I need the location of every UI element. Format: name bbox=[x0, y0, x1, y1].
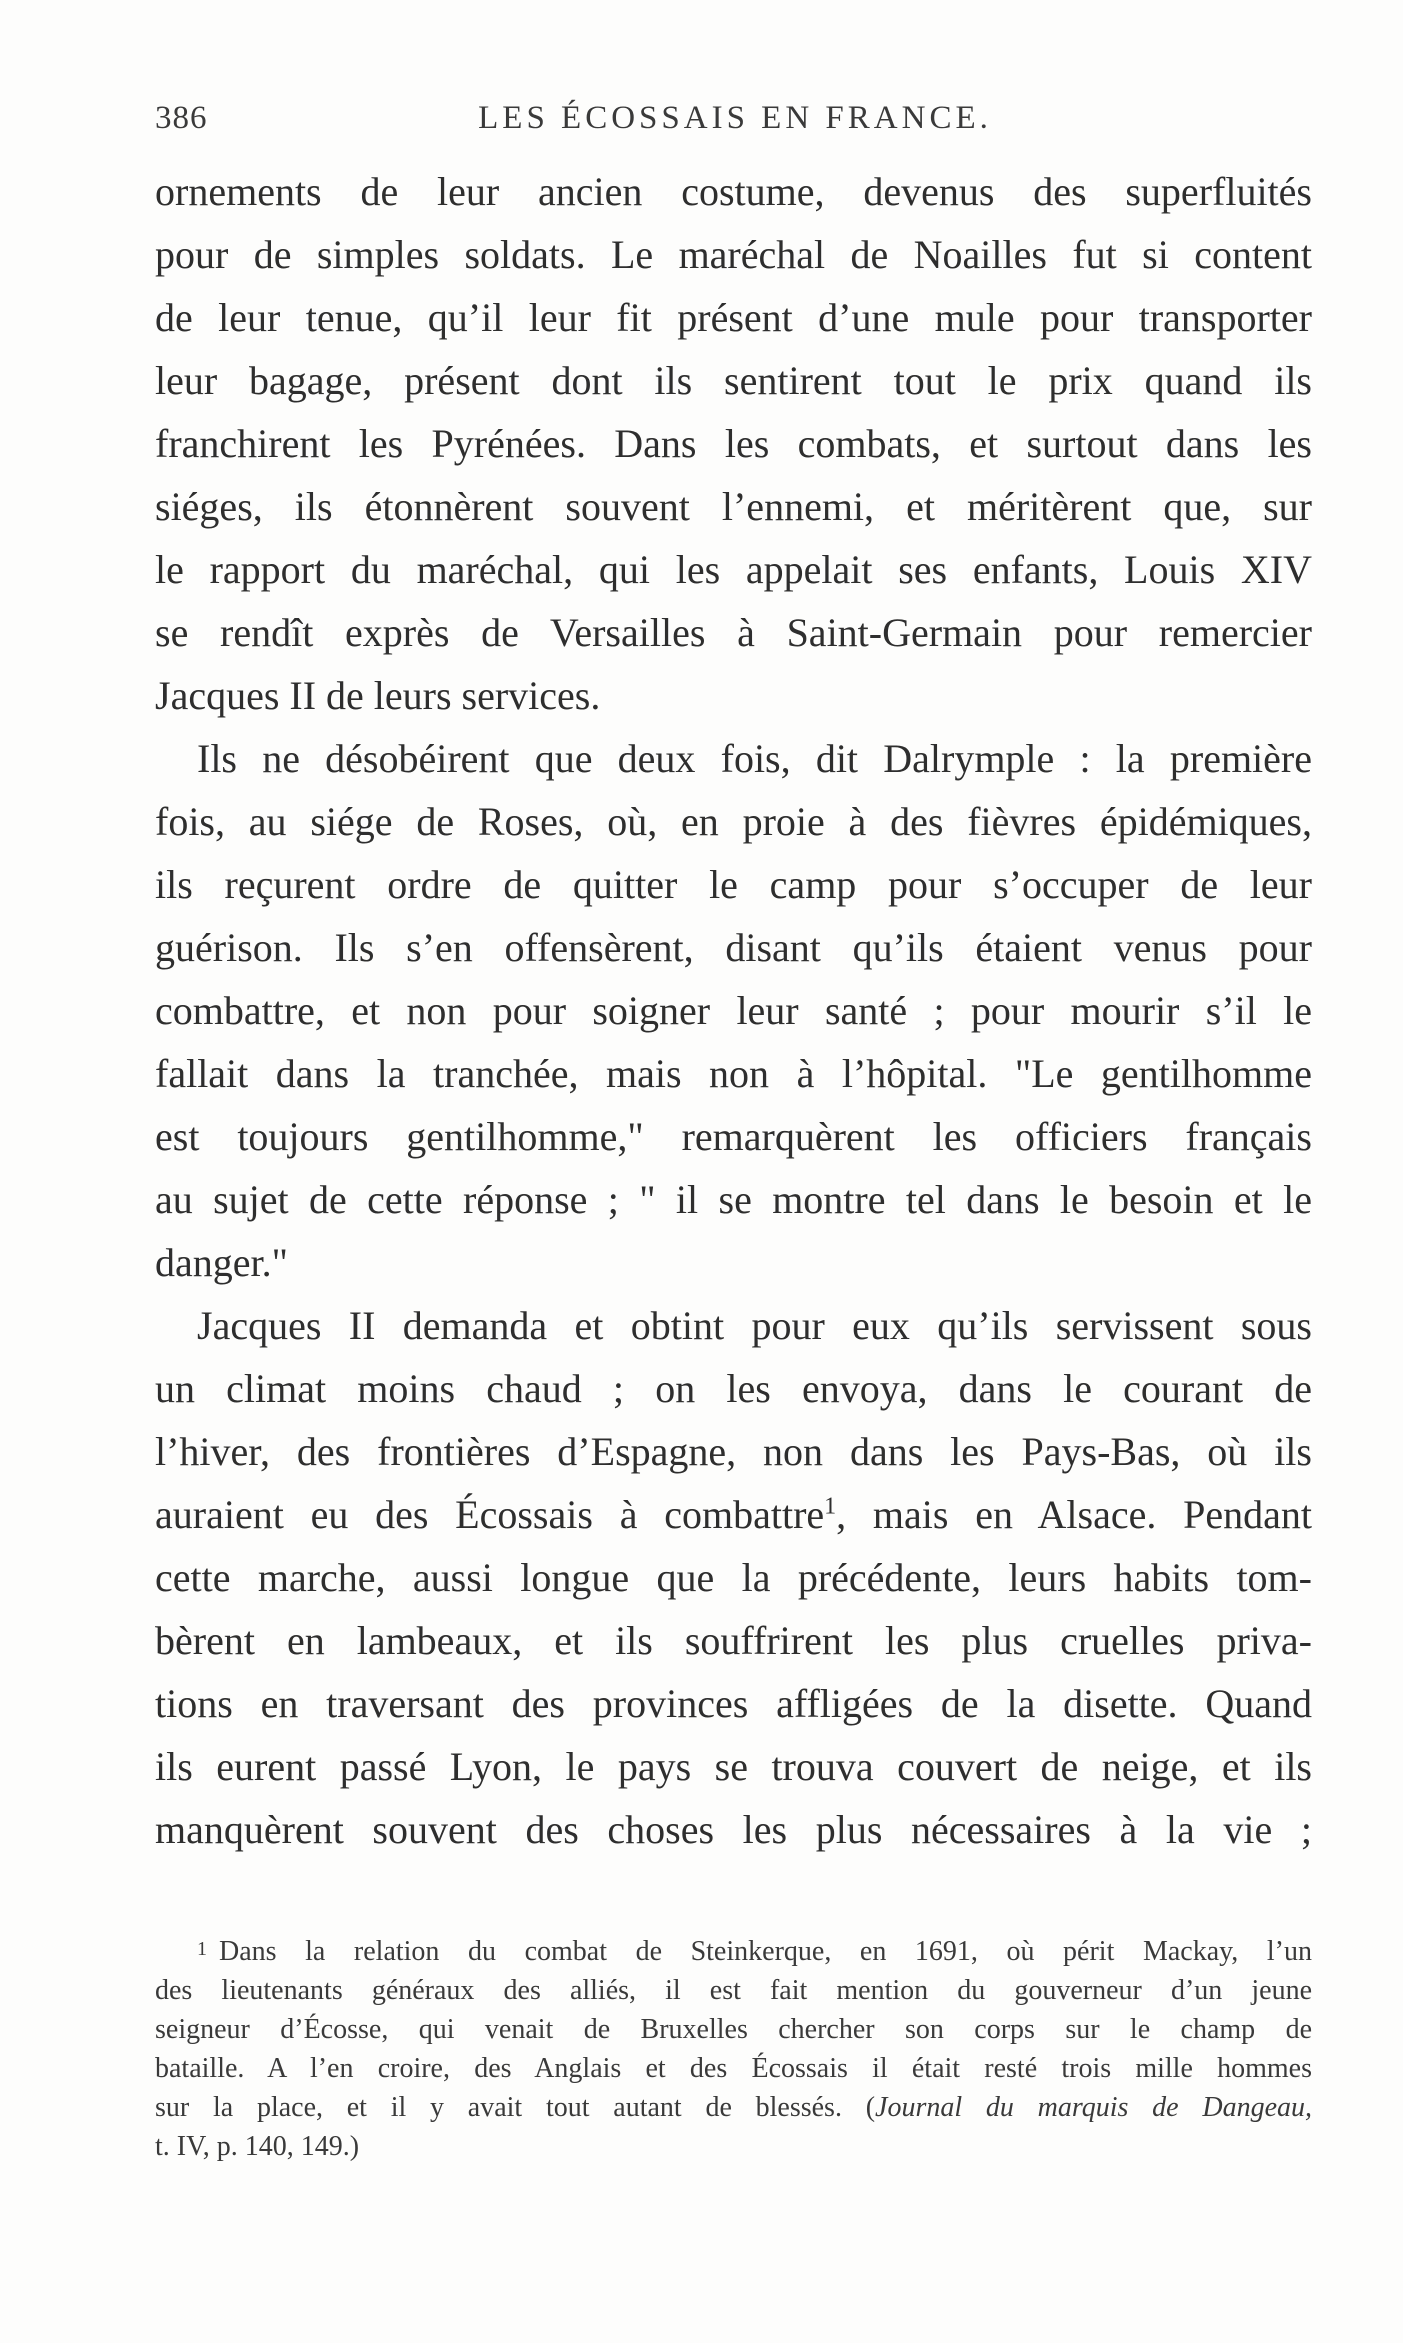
text-line: ils reçurent ordre de quitter le camp pour s’occuper de leur bbox=[155, 862, 1312, 907]
text-line: est toujours gentilhomme," remarquèrent les officiers français bbox=[155, 1114, 1312, 1159]
text-line: danger." bbox=[155, 1240, 288, 1285]
footnote-line: des lieutenants généraux des alliés, il est fait mention du gouverneur d’un jeune bbox=[155, 1975, 1312, 2006]
text-segment: auraient eu des Écossais à combattre bbox=[155, 1492, 825, 1537]
footnote-marker: 1 bbox=[197, 1938, 207, 1960]
text-line: pour de simples soldats. Le maréchal de Noailles fut si content bbox=[155, 232, 1312, 277]
text-line: un climat moins chaud ; on les envoya, dans le courant de bbox=[155, 1366, 1312, 1411]
text-line: fois, au siége de Roses, où, en proie à des fièvres épidémiques, bbox=[155, 799, 1312, 844]
footnote-text: Dans la relation du combat de Steinkerque, en 1691, où périt Mackay, l’un bbox=[219, 1936, 1312, 1967]
footnote-text: sur la place, et il y avait tout autant de blessés. ( bbox=[155, 2092, 876, 2123]
text-line: l’hiver, des frontières d’Espagne, non dans les Pays-Bas, où ils bbox=[155, 1429, 1312, 1474]
text-line: Ils ne désobéirent que deux fois, dit Dalrymple : la première bbox=[197, 736, 1312, 781]
text-line-with-footnote-ref bbox=[155, 1483, 1312, 1546]
main-text bbox=[155, 160, 1312, 1861]
running-header bbox=[155, 100, 1315, 150]
text-line: guérison. Ils s’en offensèrent, disant qu’ils étaient venus pour bbox=[155, 925, 1312, 970]
text-line: leur bagage, présent dont ils sentirent tout le prix quand ils bbox=[155, 358, 1312, 403]
text-line: tions en traversant des provinces affligées de la disette. Quand bbox=[155, 1681, 1312, 1726]
text-line: cette marche, aussi longue que la précédente, leurs habits tom- bbox=[155, 1555, 1312, 1600]
text-line: fallait dans la tranchée, mais non à l’hôpital. "Le gentilhomme bbox=[155, 1051, 1312, 1096]
text-line: siéges, ils étonnèrent souvent l’ennemi, et méritèrent que, sur bbox=[155, 484, 1312, 529]
footnote-line: seigneur d’Écosse, qui venait de Bruxelles chercher son corps sur le champ de bbox=[155, 2014, 1312, 2045]
footnote-line bbox=[155, 1932, 1312, 1971]
footnote-block bbox=[155, 1932, 1312, 2166]
running-title: LES ÉCOSSAIS EN FRANCE. bbox=[478, 100, 992, 136]
footnote-line: t. IV, p. 140, 149.) bbox=[155, 2131, 360, 2162]
text-line: bèrent en lambeaux, et ils souffrirent les plus cruelles priva- bbox=[155, 1618, 1312, 1663]
footnote-line: bataille. A l’en croire, des Anglais et des Écossais il était resté trois mille hommes bbox=[155, 2053, 1312, 2084]
text-line: au sujet de cette réponse ; " il se montre tel dans le besoin et le bbox=[155, 1177, 1312, 1222]
footnote-reference[interactable]: 1 bbox=[824, 1493, 837, 1520]
text-line: ils eurent passé Lyon, le pays se trouva couvert de neige, et ils bbox=[155, 1744, 1312, 1789]
text-line: Jacques II de leurs services. bbox=[155, 673, 601, 718]
text-line: combattre, et non pour soigner leur santé ; pour mourir s’il le bbox=[155, 988, 1312, 1033]
text-line: manquèrent souvent des choses les plus nécessaires à la vie ; bbox=[155, 1807, 1312, 1852]
text-line: de leur tenue, qu’il leur fit présent d’une mule pour transporter bbox=[155, 295, 1312, 340]
text-line: le rapport du maréchal, qui les appelait ses enfants, Louis XIV bbox=[155, 547, 1312, 592]
text-line: Jacques II demanda et obtint pour eux qu’ils servissent sous bbox=[197, 1303, 1312, 1348]
text-line: franchirent les Pyrénées. Dans les combats, et surtout dans les bbox=[155, 421, 1312, 466]
text-line: ornements de leur ancien costume, devenus des superfluités bbox=[155, 169, 1312, 214]
page-number: 386 bbox=[155, 100, 208, 136]
text-line: se rendît exprès de Versailles à Saint-Germain pour remercier bbox=[155, 610, 1312, 655]
text-segment: , mais en Alsace. Pendant bbox=[836, 1492, 1312, 1537]
footnote-citation-title: Journal du marquis de Dangeau, bbox=[875, 2092, 1313, 2123]
footnote-line bbox=[155, 2088, 1312, 2127]
